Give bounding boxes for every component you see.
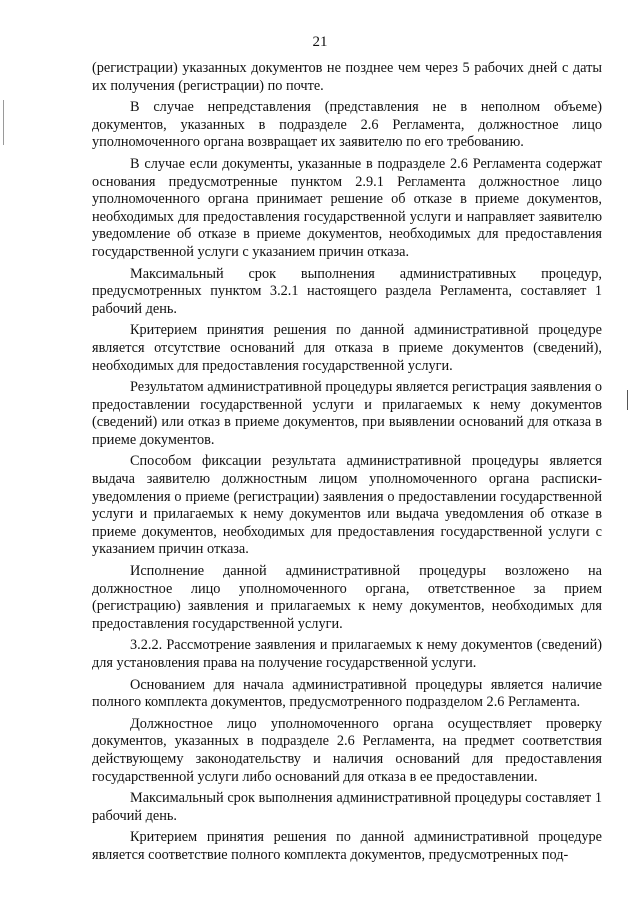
scan-edge-mark [627,390,628,410]
paragraph: Критерием принятия решения по данной административной процедуре является отсутствие оснований для отказа в приеме документов (сведений), необходимых для предоставления государственной услуги. [92,322,602,374]
paragraph: (регистрации) указанных документов не позднее чем через 5 рабочих дней с даты их получения (регистрации) по почте. [92,60,602,94]
document-body [92,60,602,869]
paragraph: Должностное лицо уполномоченного органа осуществляет проверку документов, указанных в подразделе 2.6 Регламента, на предмет соответствия действующему законодательству и наличия оснований для предоставления государственной услуги либо оснований для отказа в ее предоставлении. [92,715,602,785]
paragraph: Критерием принятия решения по данной административной процедуре является соответствие полного комплекта документов, предусмотренных под- [92,829,602,863]
paragraph: В случае если документы, указанные в подразделе 2.6 Регламента содержат основания предусмотренные пунктом 2.9.1 Регламента должностное лицо уполномоченного органа принимает решение об отказе в приеме документов, необходимых для предоставления государственной услуги и направляет заявителю уведомление об отказе в приеме документов, необходимых для предоставления государственной услуги с указанием причин отказа. [92,155,602,260]
paragraph: Способом фиксации результата административной процедуры является выдача заявителю должностным лицом уполномоченного органа расписки-уведомления о приеме (регистрации) заявления о предоставлении государственной услуги и прилагаемых к нему документов или выдача уведомления об отказе в приеме документов, необходимых для предоставления государственной услуги с указанием причин отказа. [92,453,602,558]
paragraph: Максимальный срок выполнения административной процедуры составляет 1 рабочий день. [92,790,602,824]
section-heading-paragraph: 3.2.2. Рассмотрение заявления и прилагаемых к нему документов (сведений) для установления права на получение государственной услуги. [92,637,602,671]
paragraph: Максимальный срок выполнения административных процедур, предусмотренных пунктом 3.2.1 настоящего раздела Регламента, составляет 1 рабочий день. [92,265,602,317]
paragraph: Основанием для начала административной процедуры является наличие полного комплекта документов, предусмотренного подразделом 2.6 Регламента. [92,676,602,711]
page-number: 21 [312,34,328,50]
scan-edge-mark [3,100,4,145]
paragraph: Исполнение данной административной процедуры возложено на должностное лицо уполномоченного органа, ответственное за прием (регистрацию) заявления и прилагаемых к нему документов, необходимых для предоставления государственной услуги. [92,563,602,632]
paragraph: Результатом административной процедуры является регистрация заявления о предоставлении государственной услуги и прилагаемых к нему документов (сведений) или отказ в приеме документов, при выявлении оснований для отказа в приеме документов. [92,379,602,448]
paragraph: В случае непредставления (представления не в неполном объеме) документов, указанных в подразделе 2.6 Регламента, должностное лицо уполномоченного органа возвращает их заявителю по его требованию. [92,99,602,151]
